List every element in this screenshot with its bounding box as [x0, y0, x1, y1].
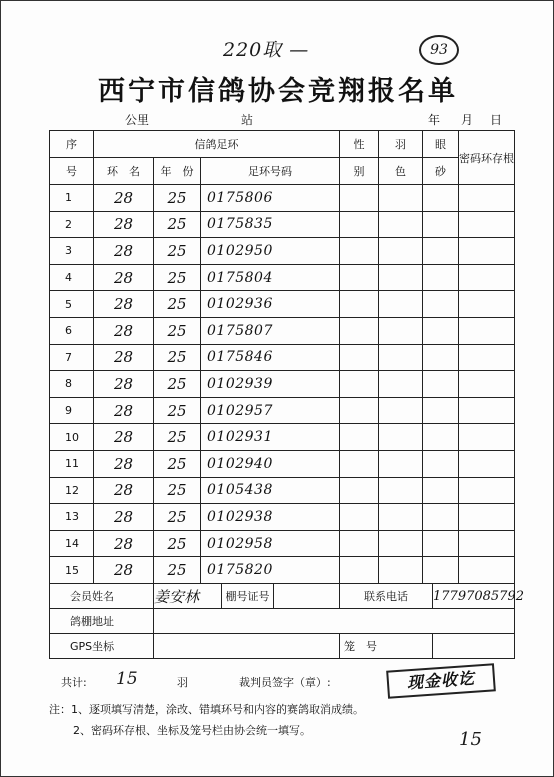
row-sex[interactable] — [340, 477, 379, 504]
row-sex[interactable] — [340, 317, 379, 344]
row-sex[interactable] — [340, 238, 379, 265]
row-ring-name[interactable]: 28 — [94, 371, 154, 398]
row-sex[interactable] — [340, 504, 379, 531]
row-seq: 1 — [50, 185, 94, 212]
row-eye[interactable] — [423, 211, 459, 238]
row-seq: 4 — [50, 264, 94, 291]
row-feather[interactable] — [379, 264, 423, 291]
row-sex[interactable] — [340, 450, 379, 477]
row-secret-ring[interactable] — [459, 477, 515, 504]
row-eye[interactable] — [423, 477, 459, 504]
phone-label: 联系电话 — [340, 584, 433, 609]
row-secret-ring[interactable] — [459, 238, 515, 265]
row-ring-code[interactable]: 0102938 — [201, 504, 340, 531]
row-feather[interactable] — [379, 238, 423, 265]
header-feather-top: 羽 — [379, 131, 423, 158]
row-ring-code[interactable]: 0105438 — [201, 477, 340, 504]
member-name-row — [50, 584, 515, 609]
table-row — [50, 185, 515, 212]
table-row — [50, 371, 515, 398]
header-ring-group: 信鸽足环 — [94, 131, 340, 158]
row-feather[interactable] — [379, 450, 423, 477]
table-subheader-row — [50, 158, 515, 185]
total-label: 共计: — [61, 676, 87, 689]
table-row — [50, 291, 515, 318]
row-eye[interactable] — [423, 371, 459, 398]
row-ring-name[interactable]: 28 — [94, 264, 154, 291]
row-ring-name[interactable]: 28 — [94, 557, 154, 584]
row-sex[interactable] — [340, 185, 379, 212]
row-secret-ring[interactable] — [459, 450, 515, 477]
header-sex-top: 性 — [340, 131, 379, 158]
row-secret-ring[interactable] — [459, 371, 515, 398]
row-year[interactable]: 25 — [154, 185, 201, 212]
row-seq: 14 — [50, 530, 94, 557]
row-eye[interactable] — [423, 397, 459, 424]
row-sex[interactable] — [340, 291, 379, 318]
row-eye[interactable] — [423, 557, 459, 584]
row-secret-ring[interactable] — [459, 291, 515, 318]
header-year: 年 份 — [154, 158, 201, 185]
row-year[interactable]: 25 — [154, 317, 201, 344]
note-2: 2、密码环存根、坐标及笼号栏由协会统一填写。 — [73, 724, 311, 737]
table-row — [50, 504, 515, 531]
row-year[interactable]: 25 — [154, 291, 201, 318]
row-year[interactable]: 25 — [154, 264, 201, 291]
row-feather[interactable] — [379, 291, 423, 318]
row-secret-ring[interactable] — [459, 504, 515, 531]
row-sex[interactable] — [340, 424, 379, 451]
total-value: 15 — [116, 669, 138, 689]
row-eye[interactable] — [423, 185, 459, 212]
table-row — [50, 238, 515, 265]
row-ring-name[interactable]: 28 — [94, 504, 154, 531]
gps-value[interactable] — [154, 634, 340, 659]
row-ring-name[interactable]: 28 — [94, 238, 154, 265]
row-ring-name[interactable]: 28 — [94, 477, 154, 504]
month-label: 月 — [461, 113, 474, 127]
row-year[interactable]: 25 — [154, 397, 201, 424]
row-ring-code[interactable]: 0102940 — [201, 450, 340, 477]
table-row — [50, 450, 515, 477]
row-ring-code[interactable]: 0102939 — [201, 371, 340, 398]
phone-value[interactable]: 17797085792 — [433, 584, 515, 609]
table-row — [50, 317, 515, 344]
row-sex[interactable] — [340, 557, 379, 584]
cage-label: 笼 号 — [340, 634, 433, 659]
row-sex[interactable] — [340, 397, 379, 424]
row-year[interactable]: 25 — [154, 371, 201, 398]
row-feather[interactable] — [379, 344, 423, 371]
row-year[interactable]: 25 — [154, 424, 201, 451]
table-row — [50, 344, 515, 371]
row-secret-ring[interactable] — [459, 397, 515, 424]
row-feather[interactable] — [379, 557, 423, 584]
pigeon-table-body — [50, 131, 515, 584]
row-ring-code[interactable]: 0102931 — [201, 424, 340, 451]
row-feather[interactable] — [379, 371, 423, 398]
row-eye[interactable] — [423, 291, 459, 318]
row-seq: 11 — [50, 450, 94, 477]
row-seq: 5 — [50, 291, 94, 318]
header-ring-name: 环 名 — [94, 158, 154, 185]
gps-row — [50, 634, 515, 659]
row-feather[interactable] — [379, 504, 423, 531]
row-ring-name[interactable]: 28 — [94, 185, 154, 212]
row-year[interactable]: 25 — [154, 450, 201, 477]
pigeon-table — [49, 130, 515, 584]
row-eye[interactable] — [423, 450, 459, 477]
header-eye-top: 眼 — [423, 131, 459, 158]
row-ring-name[interactable]: 28 — [94, 424, 154, 451]
table-row — [50, 211, 515, 238]
member-name-label: 会员姓名 — [50, 584, 154, 609]
row-seq: 15 — [50, 557, 94, 584]
row-secret-ring[interactable] — [459, 264, 515, 291]
loft-address-label: 鸽棚地址 — [50, 609, 154, 634]
handwritten-top-note: 220取 — — [223, 39, 310, 61]
header-seq-bottom: 号 — [50, 158, 94, 185]
row-ring-code[interactable]: 0175820 — [201, 557, 340, 584]
row-seq: 9 — [50, 397, 94, 424]
row-ring-code[interactable]: 0102936 — [201, 291, 340, 318]
cage-value[interactable] — [433, 634, 515, 659]
total-unit: 羽 — [177, 676, 188, 689]
row-ring-name[interactable]: 28 — [94, 450, 154, 477]
table-row — [50, 264, 515, 291]
table-header-row — [50, 131, 515, 158]
member-name-value[interactable]: 姜安林 — [154, 584, 222, 609]
loft-cert-label: 棚号证号 — [222, 584, 274, 609]
row-ring-code[interactable]: 0102950 — [201, 238, 340, 265]
row-eye[interactable] — [423, 530, 459, 557]
loft-address-row — [50, 609, 515, 634]
row-secret-ring[interactable] — [459, 211, 515, 238]
row-ring-name[interactable]: 28 — [94, 291, 154, 318]
header-eye-bottom: 砂 — [423, 158, 459, 185]
handwritten-page-number: 15 — [459, 729, 482, 750]
loft-address-value[interactable] — [154, 609, 515, 634]
header-sex-bottom: 别 — [340, 158, 379, 185]
table-row — [50, 557, 515, 584]
row-year[interactable]: 25 — [154, 504, 201, 531]
row-secret-ring[interactable] — [459, 317, 515, 344]
row-ring-code[interactable]: 0175835 — [201, 211, 340, 238]
row-seq: 13 — [50, 504, 94, 531]
row-secret-ring[interactable] — [459, 530, 515, 557]
distance-label: 公里 — [125, 113, 150, 127]
row-ring-code[interactable]: 0102957 — [201, 397, 340, 424]
row-eye[interactable] — [423, 238, 459, 265]
row-ring-name[interactable]: 28 — [94, 397, 154, 424]
row-seq: 10 — [50, 424, 94, 451]
row-secret-ring[interactable] — [459, 344, 515, 371]
note-1: 注：1、逐项填写清楚，涂改、错填环号和内容的赛鸽取消成绩。 — [49, 703, 364, 716]
form-title: 西宁市信鸽协会竞翔报名单 — [98, 76, 458, 107]
row-ring-code[interactable]: 0175807 — [201, 317, 340, 344]
row-seq: 6 — [50, 317, 94, 344]
row-year[interactable]: 25 — [154, 211, 201, 238]
row-feather[interactable] — [379, 397, 423, 424]
row-seq: 7 — [50, 344, 94, 371]
row-secret-ring[interactable] — [459, 424, 515, 451]
row-ring-name[interactable]: 28 — [94, 344, 154, 371]
row-year[interactable]: 25 — [154, 530, 201, 557]
row-secret-ring[interactable] — [459, 185, 515, 212]
loft-cert-value[interactable] — [274, 584, 340, 609]
row-ring-name[interactable]: 28 — [94, 530, 154, 557]
table-row — [50, 424, 515, 451]
member-info-table — [49, 583, 524, 659]
header-feather-bottom: 色 — [379, 158, 423, 185]
row-feather[interactable] — [379, 317, 423, 344]
row-year[interactable]: 25 — [154, 477, 201, 504]
row-feather[interactable] — [379, 211, 423, 238]
row-sex[interactable] — [340, 530, 379, 557]
row-year[interactable]: 25 — [154, 238, 201, 265]
row-eye[interactable] — [423, 344, 459, 371]
row-eye[interactable] — [423, 424, 459, 451]
referee-signature-label: 裁判员签字（章）: — [239, 676, 331, 689]
row-sex[interactable] — [340, 344, 379, 371]
year-label: 年 — [428, 113, 441, 127]
gps-label: GPS坐标 — [50, 634, 154, 659]
row-year[interactable]: 25 — [154, 557, 201, 584]
row-feather[interactable] — [379, 530, 423, 557]
row-seq: 2 — [50, 211, 94, 238]
header-seq-top: 序 — [50, 131, 94, 158]
row-seq: 12 — [50, 477, 94, 504]
row-seq: 3 — [50, 238, 94, 265]
table-row — [50, 530, 515, 557]
row-ring-code[interactable]: 0102958 — [201, 530, 340, 557]
header-secret-ring: 密码环存根 — [459, 131, 515, 185]
row-sex[interactable] — [340, 211, 379, 238]
row-seq: 8 — [50, 371, 94, 398]
row-feather[interactable] — [379, 477, 423, 504]
row-eye[interactable] — [423, 264, 459, 291]
row-feather[interactable] — [379, 185, 423, 212]
row-ring-code[interactable]: 0175804 — [201, 264, 340, 291]
row-ring-code[interactable]: 0175846 — [201, 344, 340, 371]
table-row — [50, 477, 515, 504]
row-secret-ring[interactable] — [459, 557, 515, 584]
row-eye[interactable] — [423, 317, 459, 344]
station-label: 站 — [241, 113, 254, 127]
row-feather[interactable] — [379, 424, 423, 451]
row-sex[interactable] — [340, 264, 379, 291]
row-eye[interactable] — [423, 504, 459, 531]
row-ring-name[interactable]: 28 — [94, 317, 154, 344]
row-sex[interactable] — [340, 371, 379, 398]
row-ring-code[interactable]: 0175806 — [201, 185, 340, 212]
circled-sheet-number: 93 — [419, 35, 459, 65]
row-year[interactable]: 25 — [154, 344, 201, 371]
day-label: 日 — [490, 113, 503, 127]
table-row — [50, 397, 515, 424]
header-ring-code: 足环号码 — [201, 158, 340, 185]
row-ring-name[interactable]: 28 — [94, 211, 154, 238]
cash-received-stamp: 现金收讫 — [386, 663, 496, 698]
